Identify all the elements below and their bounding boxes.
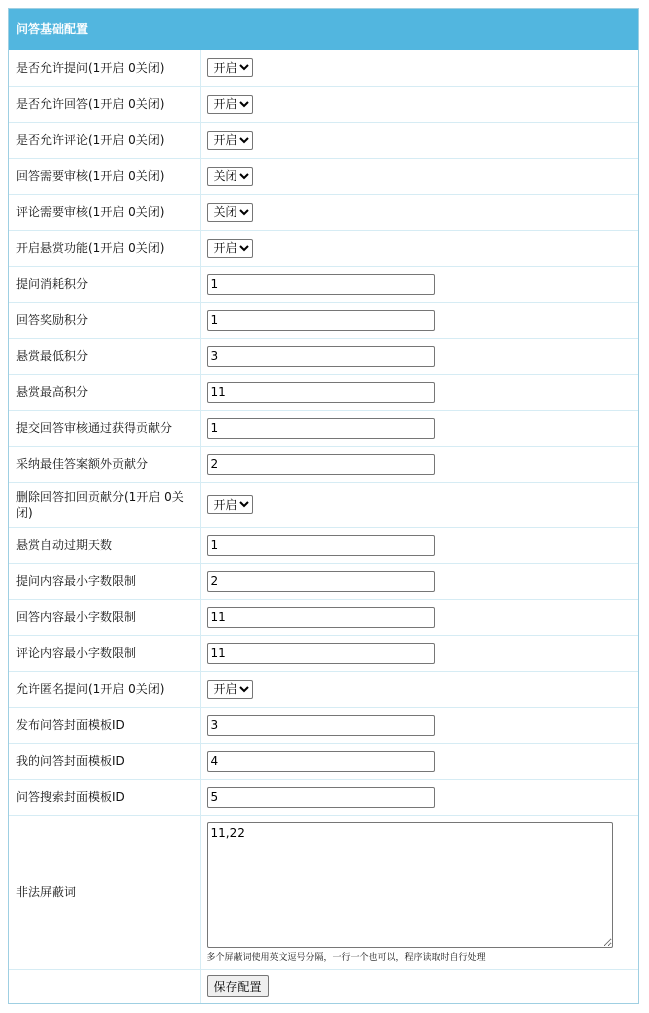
config-row-bounty-min	[9, 338, 638, 374]
row-label: 回答需要审核(1开启 0关闭)	[9, 158, 200, 194]
row-label: 提交回答审核通过获得贡献分	[9, 410, 200, 446]
config-row-question-min-length	[9, 563, 638, 599]
delete-deduct-select[interactable]	[207, 495, 253, 514]
row-label: 是否允许回答(1开启 0关闭)	[9, 86, 200, 122]
my-template-id-input[interactable]	[207, 751, 435, 772]
comment-review-select[interactable]	[207, 203, 253, 222]
row-label: 问答搜索封面模板ID	[9, 779, 200, 815]
config-row-allow-answer	[9, 86, 638, 122]
config-row-actions	[9, 969, 638, 1003]
row-label: 允许匿名提问(1开启 0关闭)	[9, 671, 200, 707]
config-row-answer-reward	[9, 302, 638, 338]
row-label: 回答内容最小字数限制	[9, 599, 200, 635]
row-label: 评论需要审核(1开启 0关闭)	[9, 194, 200, 230]
config-row-allow-question	[9, 50, 638, 86]
row-label: 开启悬赏功能(1开启 0关闭)	[9, 230, 200, 266]
bounty-enabled-select[interactable]	[207, 239, 253, 258]
row-label: 悬赏自动过期天数	[9, 527, 200, 563]
config-row-answer-min-length	[9, 599, 638, 635]
search-template-id-input[interactable]	[207, 787, 435, 808]
config-row-search-template-id	[9, 779, 638, 815]
config-row-banned-words	[9, 815, 638, 969]
publish-template-id-input[interactable]	[207, 715, 435, 736]
config-row-my-template-id	[9, 743, 638, 779]
config-row-bounty-max	[9, 374, 638, 410]
question-cost-input[interactable]	[207, 274, 435, 295]
row-label: 评论内容最小字数限制	[9, 635, 200, 671]
row-label: 是否允许提问(1开启 0关闭)	[9, 50, 200, 86]
panel-title: 问答基础配置	[9, 9, 638, 50]
config-row-approved-contribution	[9, 410, 638, 446]
banned-words-hint: 多个屏蔽词使用英文逗号分隔，一行一个也可以，程序读取时自行处理	[206, 953, 486, 963]
allow-answer-select[interactable]	[207, 95, 253, 114]
allow-question-select[interactable]	[207, 58, 253, 77]
config-panel	[8, 8, 639, 1004]
config-row-bounty-enabled	[9, 230, 638, 266]
row-label: 提问消耗积分	[9, 266, 200, 302]
config-row-allow-comment	[9, 122, 638, 158]
row-label: 提问内容最小字数限制	[9, 563, 200, 599]
config-row-anonymous-question	[9, 671, 638, 707]
best-answer-bonus-input[interactable]	[207, 454, 435, 475]
question-min-length-input[interactable]	[207, 571, 435, 592]
row-label: 悬赏最低积分	[9, 338, 200, 374]
bounty-expire-days-input[interactable]	[207, 535, 435, 556]
config-row-bounty-expire-days	[9, 527, 638, 563]
config-table	[9, 50, 638, 1003]
row-label: 是否允许评论(1开启 0关闭)	[9, 122, 200, 158]
config-row-comment-min-length	[9, 635, 638, 671]
bounty-max-input[interactable]	[207, 382, 435, 403]
config-row-delete-deduct	[9, 482, 638, 527]
config-row-best-answer-bonus	[9, 446, 638, 482]
allow-comment-select[interactable]	[207, 131, 253, 150]
save-config-button[interactable]: 保存配置	[207, 975, 269, 997]
answer-reward-input[interactable]	[207, 310, 435, 331]
empty-label-cell	[9, 969, 200, 1003]
config-row-answer-review	[9, 158, 638, 194]
row-label: 删除回答扣回贡献分(1开启 0关闭)	[9, 482, 200, 527]
row-label: 发布问答封面模板ID	[9, 707, 200, 743]
answer-review-select[interactable]	[207, 167, 253, 186]
comment-min-length-input[interactable]	[207, 643, 435, 664]
config-row-comment-review	[9, 194, 638, 230]
config-row-question-cost	[9, 266, 638, 302]
banned-words-textarea[interactable]	[207, 822, 613, 948]
config-row-publish-template-id	[9, 707, 638, 743]
row-label: 采纳最佳答案额外贡献分	[9, 446, 200, 482]
row-label: 非法屏蔽词	[9, 815, 200, 969]
answer-min-length-input[interactable]	[207, 607, 435, 628]
row-label: 我的问答封面模板ID	[9, 743, 200, 779]
anonymous-question-select[interactable]	[207, 680, 253, 699]
approved-contribution-input[interactable]	[207, 418, 435, 439]
bounty-min-input[interactable]	[207, 346, 435, 367]
row-label: 回答奖励积分	[9, 302, 200, 338]
row-label: 悬赏最高积分	[9, 374, 200, 410]
